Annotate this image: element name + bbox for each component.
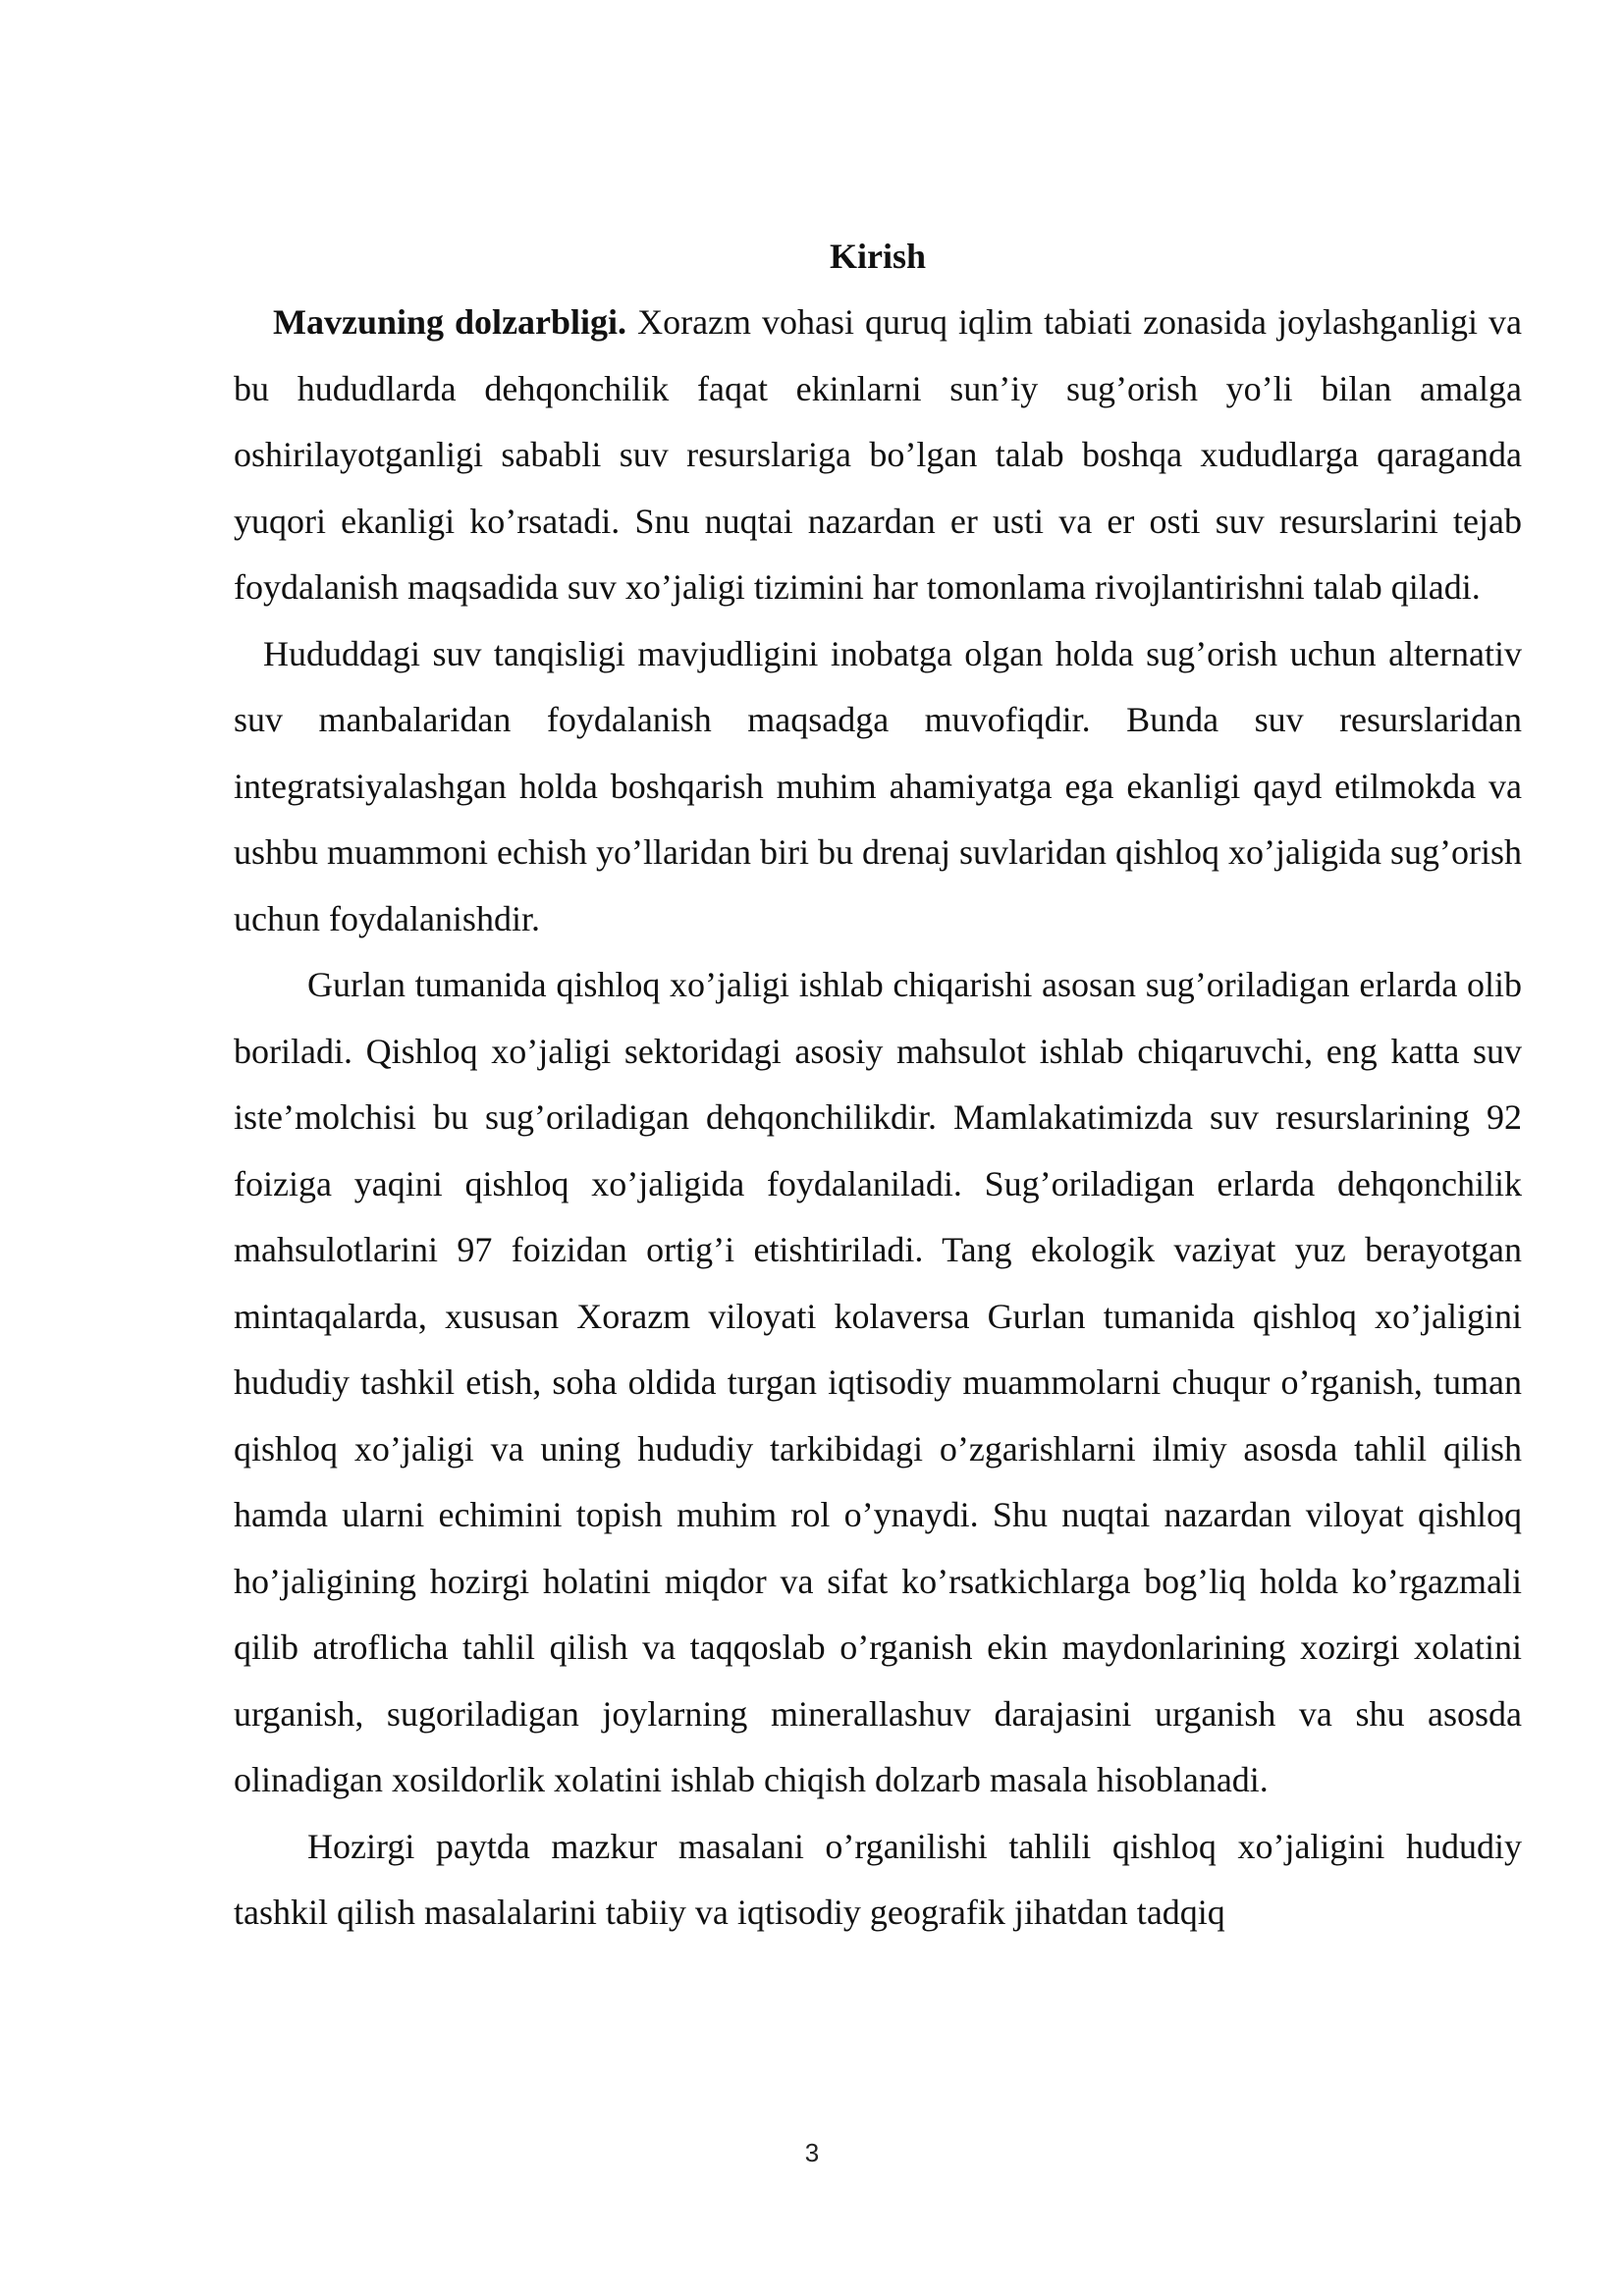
paragraph-text: Xorazm vohasi quruq iqlim tabiati zonasida joylashganligi va bu hududlarda dehqonchilik faqat ekinlarni sun’iy sug’orish yo’li bilan amalga oshirilayotganligi sababli suv resurslariga bo’lgan talab boshqa xududlarga qaraganda yuqori ekanligi ko’rsatadi. Snu nuqtai nazardan er usti va er osti suv resurslarini tejab foydalanish maqsadida suv xo’jaligi tizimini har tomonlama rivojlantirishni talab qiladi.	[234, 302, 1523, 607]
paragraph-relevance	[234, 290, 1522, 621]
document-page	[234, 224, 1522, 1947]
paragraph-lead: Mavzuning dolzarbligi.	[273, 302, 627, 342]
section-title: Kirish	[829, 237, 926, 276]
paragraph-text: Hozirgi paytda mazkur masalani o’rganilishi tahlili qishloq xo’jaligini hududiy tashkil qilish masalalarini tabiiy va iqtisodiy geografik jihatdan tadqiq	[234, 1826, 1522, 1932]
paragraph-text: Hududdagi suv tanqisligi mavjudligini inobatga olgan holda sug’orish uchun alternativ suv manbalaridan foydalanish maqsadga muvofiqdir. Bunda suv resurslaridan integratsiyalashgan holda boshqarish muhim ahamiyatga ega ekanligi qayd etilmokda va ushbu muammoni echish yo’llaridan biri bu drenaj suvlaridan qishloq xo’jaligida sug’orish uchun foydalanishdir.	[234, 633, 1522, 938]
paragraph-gurlan-agriculture	[234, 952, 1522, 1814]
paragraph-water-shortage	[234, 621, 1522, 953]
page-number: 3	[804, 2138, 820, 2167]
paragraph-current-research	[234, 1814, 1522, 1947]
paragraph-text: Gurlan tumanida qishloq xo’jaligi ishlab chiqarishi asosan sug’oriladigan erlarda olib boriladi. Qishloq xo’jaligi sektoridagi asosiy mahsulot ishlab chiqaruvchi, eng katta suv iste’molchisi bu sug’oriladigan dehqonchilikdir. Mamlakatimizda suv resurslarining 92 foiziga yaqini qishloq xo’jaligida foydalaniladi. Sug’oriladigan erlarda dehqonchilik mahsulotlarini 97 foizidan ortig’i etishtiriladi. Tang ekologik vaziyat yuz berayotgan mintaqalarda, xususan Xorazm viloyati kolaversa Gurlan tumanida qishloq xo’jaligini hududiy tashkil etish, soha oldida turgan iqtisodiy muammolarni chuqur o’rganish, tuman qishloq xo’jaligi va uning hududiy tarkibidagi o’zgarishlarni ilmiy asosda tahlil qilish hamda ularni echimini topish muhim rol o’ynaydi. Shu nuqtai nazardan viloyat qishloq ho’jaligining hozirgi holatini miqdor va sifat ko’rsatkichlarga bog’liq holda ko’rgazmali qilib atroflicha tahlil qilish va taqqoslab o’rganish ekin maydonlarining xozirgi xolatini urganish, sugoriladigan joylarning minerallashuv darajasini urganish va shu asosda olinadigan xosildorlik xolatini ishlab chiqish dolzarb masala hisoblanadi.	[234, 965, 1522, 1799]
